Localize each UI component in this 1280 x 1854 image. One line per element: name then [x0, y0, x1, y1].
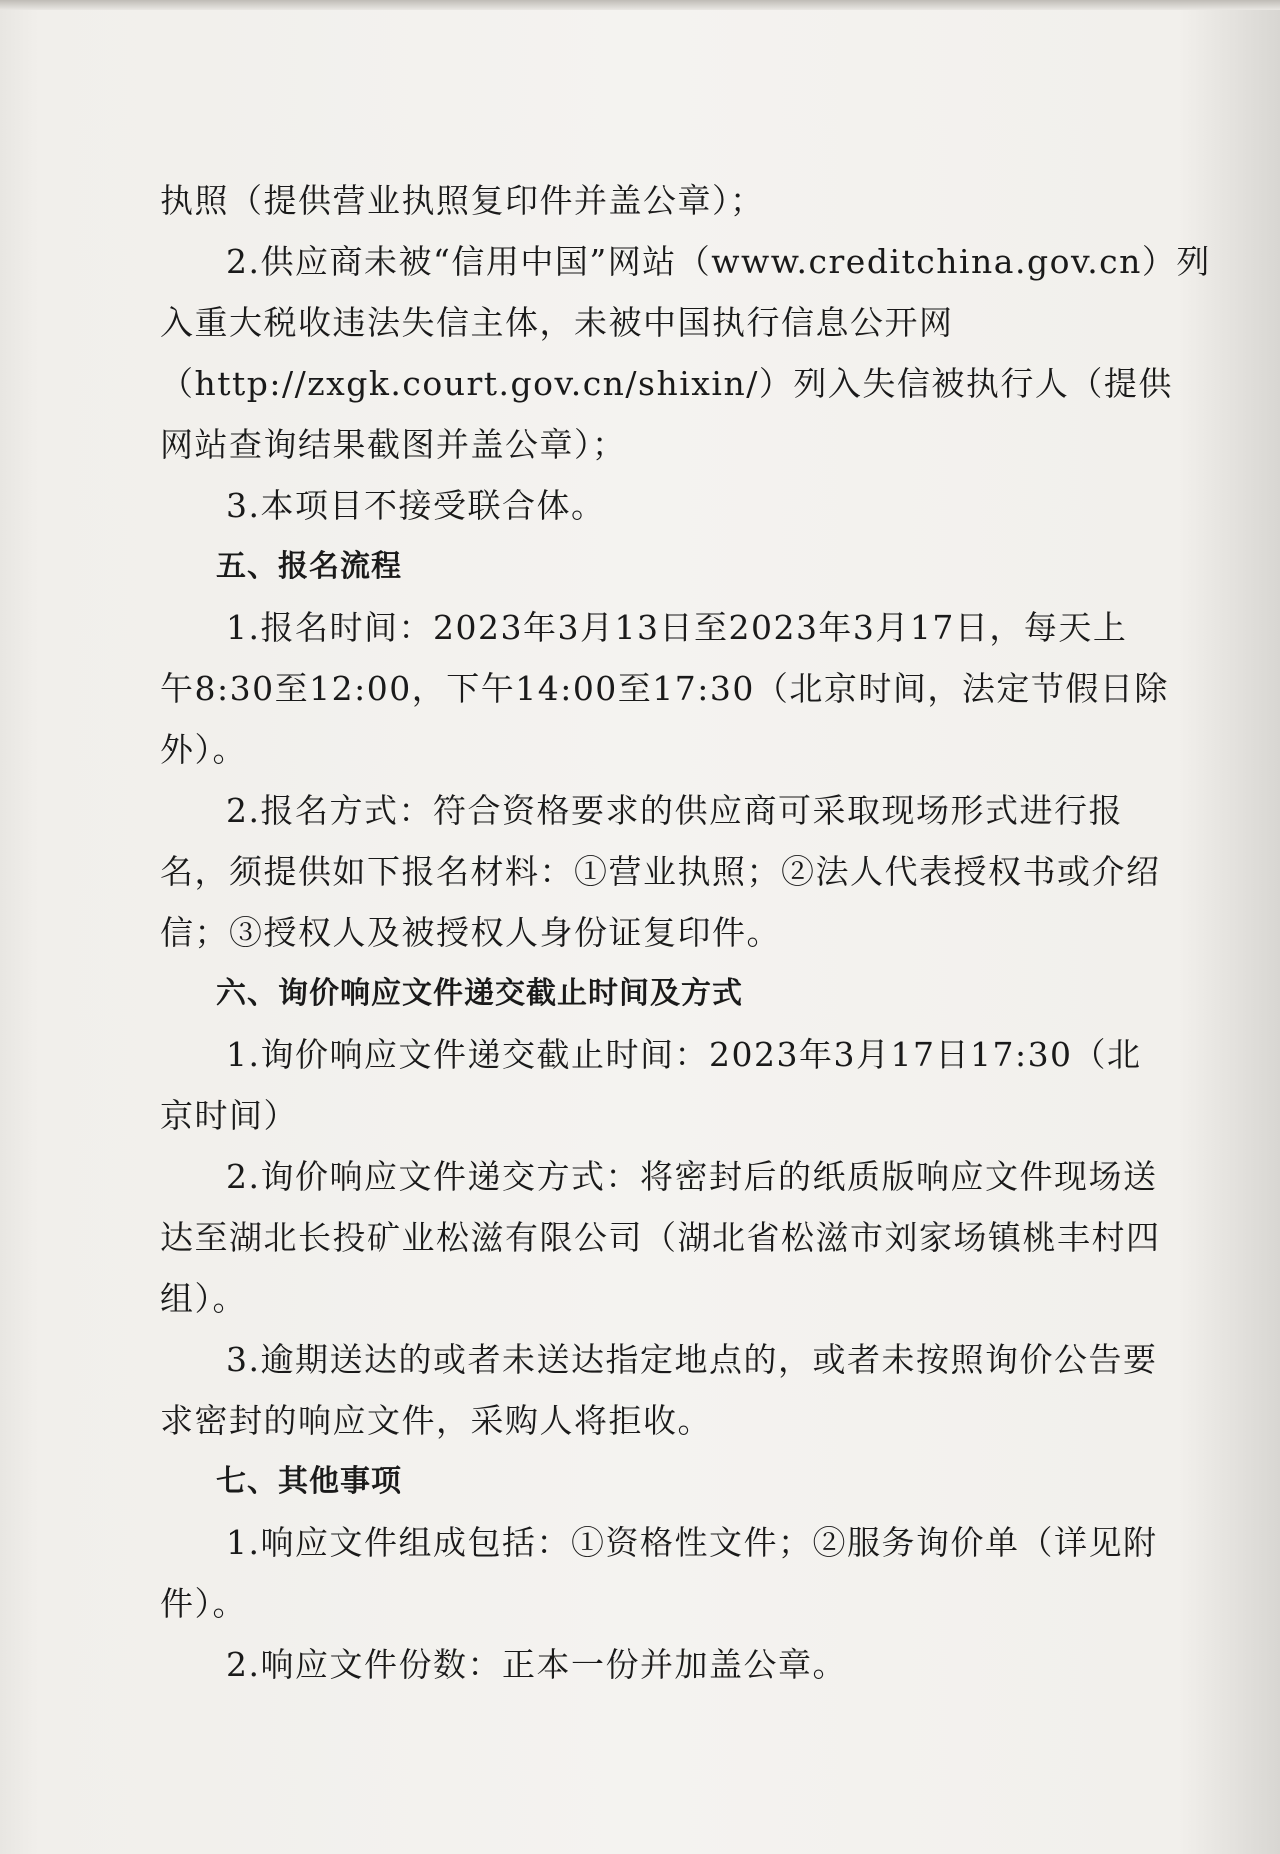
text-line-25: 2.响应文件份数：正本一份并加盖公章。 — [226, 1645, 847, 1684]
text-line-4: （http://zxgk.court.gov.cn/shixin/）列入失信被执行人（提供 — [160, 364, 1173, 403]
text-line-20: 3.逾期送达的或者未送达指定地点的，或者未按照询价公告要 — [226, 1340, 1158, 1379]
text-line-6: 3.本项目不接受联合体。 — [226, 486, 606, 525]
text-line-2: 2.供应商未被“信用中国”网站（www.creditchina.gov.cn）列 — [226, 242, 1211, 281]
text-line-21: 求密封的响应文件，采购人将拒收。 — [160, 1401, 712, 1440]
text-line-12: 名，须提供如下报名材料：①营业执照；②法人代表授权书或介绍 — [160, 852, 1161, 891]
document-body — [160, 170, 1211, 1695]
text-line-11: 2.报名方式：符合资格要求的供应商可采取现场形式进行报 — [226, 791, 1123, 830]
text-line-23: 1.响应文件组成包括：①资格性文件；②服务询价单（详见附 — [226, 1523, 1158, 1562]
text-line-17: 2.询价响应文件递交方式：将密封后的纸质版响应文件现场送 — [226, 1157, 1158, 1196]
section-heading-7: 七、其他事项 — [216, 1464, 402, 1499]
text-line-15: 1.询价响应文件递交截止时间：2023年3月17日17:30（北 — [226, 1035, 1142, 1074]
text-line-13: 信；③授权人及被授权人身份证复印件。 — [160, 913, 781, 952]
section-heading-6: 六、询价响应文件递交截止时间及方式 — [216, 976, 743, 1011]
text-line-3: 入重大税收违法失信主体，未被中国执行信息公开网 — [160, 303, 954, 342]
text-line-24: 件）。 — [160, 1584, 247, 1623]
text-line-10: 外）。 — [160, 730, 247, 769]
text-line-8: 1.报名时间：2023年3月13日至2023年3月17日，每天上 — [226, 608, 1128, 647]
text-line-1: 执照（提供营业执照复印件并盖公章）； — [160, 181, 765, 220]
page-top-edge — [0, 0, 1280, 10]
text-line-16: 京时间） — [160, 1096, 298, 1135]
text-line-5: 网站查询结果截图并盖公章）； — [160, 425, 627, 464]
section-heading-5: 五、报名流程 — [216, 549, 402, 584]
text-line-18: 达至湖北长投矿业松滋有限公司（湖北省松滋市刘家场镇桃丰村四 — [160, 1218, 1161, 1257]
text-line-9: 午8:30至12:00，下午14:00至17:30（北京时间，法定节假日除 — [160, 669, 1169, 708]
text-line-19: 组）。 — [160, 1279, 247, 1318]
